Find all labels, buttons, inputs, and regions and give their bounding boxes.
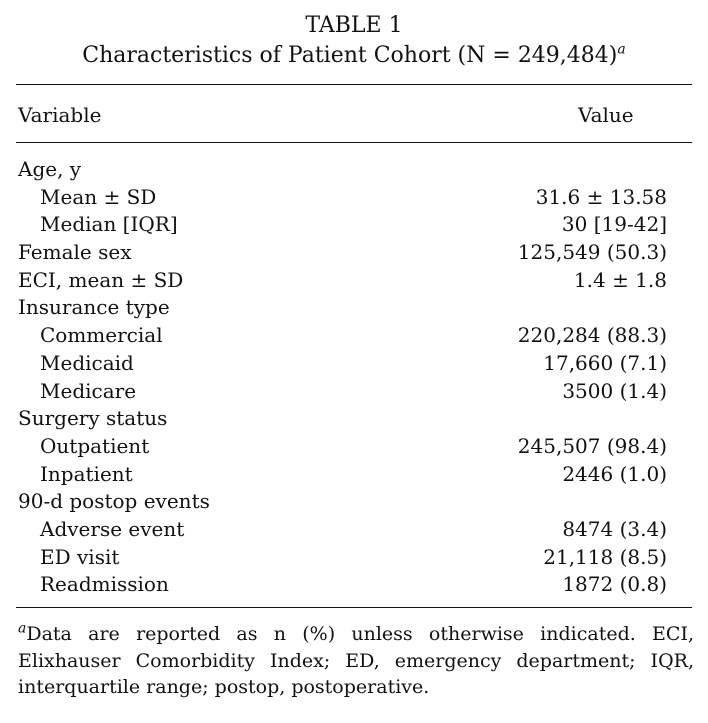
table-header-rule	[16, 142, 692, 143]
table-row	[0, 184, 708, 212]
table-row	[0, 516, 708, 544]
row-value: 30 [19-42]	[561, 212, 667, 237]
row-label: Outpatient	[40, 433, 150, 458]
row-value: 125,549 (50.3)	[517, 240, 667, 265]
table-bottom-rule	[16, 607, 692, 608]
row-value: 1872 (0.8)	[562, 572, 667, 597]
table-row	[0, 405, 708, 433]
row-label: Mean ± SD	[40, 184, 157, 209]
caption-footnote-mark: a	[617, 41, 626, 58]
row-value: 8474 (3.4)	[562, 516, 667, 541]
table-row	[0, 211, 708, 239]
row-value: 2446 (1.0)	[562, 461, 667, 486]
row-label: Surgery status	[18, 406, 168, 431]
row-label: Median [IQR]	[40, 212, 178, 237]
row-label: Female sex	[18, 240, 132, 265]
table-body	[0, 156, 708, 599]
table-row	[0, 571, 708, 599]
row-label: Commercial	[40, 323, 163, 348]
table-row	[0, 156, 708, 184]
row-label: ECI, mean ± SD	[18, 267, 184, 292]
row-value: 31.6 ± 13.58	[535, 184, 667, 209]
row-label: Age, y	[18, 157, 82, 181]
row-label: Medicare	[40, 378, 137, 403]
column-header-variable: Variable	[18, 103, 102, 127]
row-value: 3500 (1.4)	[562, 378, 667, 403]
table-row	[0, 267, 708, 295]
footnote-text: Data are reported as n (%) unless otherwise indicated. ECI, Elixhauser Comorbidity Index; ED, emergency department; IQR, interquartile range; postop, postoperative.	[18, 623, 694, 698]
row-label: Insurance type	[18, 295, 170, 320]
column-header-value: Value	[578, 103, 634, 127]
row-label: Inpatient	[40, 461, 133, 486]
table-row	[0, 544, 708, 572]
row-value: 220,284 (88.3)	[517, 323, 667, 348]
row-label: Adverse event	[40, 516, 185, 541]
table-row	[0, 294, 708, 322]
table-row	[0, 488, 708, 516]
footnote-mark: a	[18, 620, 27, 637]
table-row	[0, 239, 708, 267]
row-label: ED visit	[40, 544, 120, 569]
row-label: Readmission	[40, 572, 169, 597]
row-value: 1.4 ± 1.8	[573, 267, 667, 292]
row-value: 21,118 (8.5)	[543, 544, 667, 569]
row-label: Medicaid	[40, 350, 134, 375]
table-row	[0, 322, 708, 350]
table-number: TABLE 1	[305, 13, 403, 38]
table-footnote	[18, 621, 694, 701]
table-caption	[0, 42, 708, 70]
table-row	[0, 433, 708, 461]
table-row	[0, 350, 708, 378]
table-caption-text: Characteristics of Patient Cohort (N = 249,484)	[82, 43, 618, 68]
row-value: 17,660 (7.1)	[543, 350, 667, 375]
table-row	[0, 461, 708, 489]
table-top-rule	[16, 84, 692, 85]
row-value: 245,507 (98.4)	[517, 433, 667, 458]
row-label: 90-d postop events	[18, 489, 210, 514]
table-row	[0, 378, 708, 406]
